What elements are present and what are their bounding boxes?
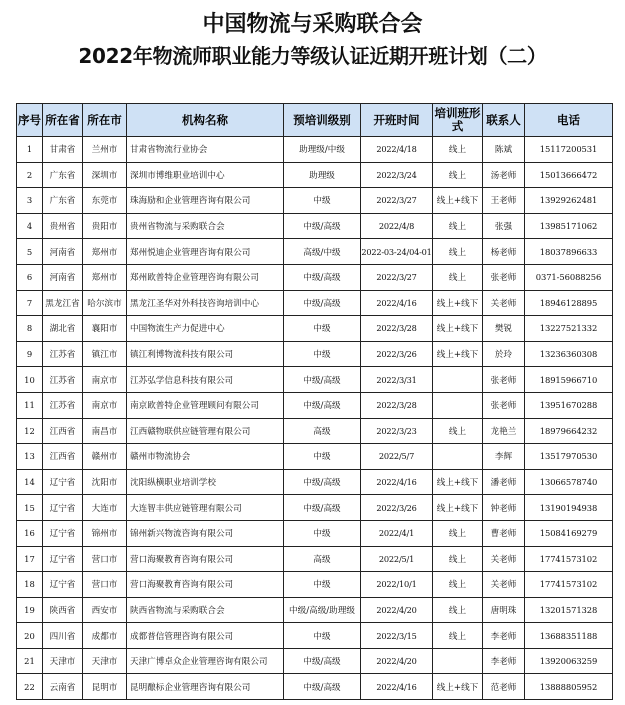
table-row [17,290,613,316]
cell-seq: 2 [17,162,43,188]
table-row [17,520,613,546]
cell-phone: 13888805952 [525,674,613,700]
cell-format: 线上 [433,239,483,265]
cell-phone: 0371-56088256 [525,264,613,290]
cell-province: 辽宁省 [43,469,83,495]
cell-time: 2022/10/1 [361,572,433,598]
cell-phone: 15013666472 [525,162,613,188]
cell-seq: 8 [17,316,43,342]
cell-format: 线上 [433,597,483,623]
cell-level: 中级/高级 [284,495,361,521]
cell-province: 湖北省 [43,316,83,342]
table-row [17,597,613,623]
cell-seq: 14 [17,469,43,495]
table-row [17,239,613,265]
cell-seq: 9 [17,341,43,367]
cell-contact: 关老师 [483,290,525,316]
cell-format: 线上 [433,213,483,239]
cell-level: 中级 [284,623,361,649]
cell-org: 江西赣物联供应链管理有限公司 [127,418,284,444]
table-row [17,444,613,470]
cell-province: 四川省 [43,623,83,649]
cell-contact: 王老师 [483,188,525,214]
cell-format: 线上 [433,264,483,290]
cell-contact: 於玲 [483,341,525,367]
cell-level: 中级 [284,572,361,598]
cell-format: 线上 [433,162,483,188]
cell-level: 中级/高级 [284,367,361,393]
cell-time: 2022/4/18 [361,137,433,163]
table-header-row [17,104,613,137]
cell-format: 线上+线下 [433,469,483,495]
cell-city: 兰州市 [83,137,127,163]
cell-province: 广东省 [43,162,83,188]
cell-org: 甘肃省物流行业协会 [127,137,284,163]
cell-seq: 21 [17,648,43,674]
cell-format: 线上 [433,520,483,546]
cell-level: 中级/高级 [284,392,361,418]
cell-time: 2022/3/28 [361,316,433,342]
cell-phone: 18946128895 [525,290,613,316]
cell-city: 营口市 [83,546,127,572]
cell-contact: 杨老师 [483,239,525,265]
cell-format: 线上 [433,623,483,649]
document-subtitle: 2022年物流师职业能力等级认证近期开班计划（二） [78,44,547,68]
cell-org: 赣州市物流协会 [127,444,284,470]
cell-time: 2022-03-24/04-01 [361,239,433,265]
cell-level: 中级/高级 [284,469,361,495]
cell-city: 沈阳市 [83,469,127,495]
cell-time: 2022/3/24 [361,162,433,188]
cell-seq: 16 [17,520,43,546]
cell-phone: 13236360308 [525,341,613,367]
cell-phone: 18979664232 [525,418,613,444]
table-row [17,213,613,239]
cell-contact: 钟老师 [483,495,525,521]
cell-seq: 6 [17,264,43,290]
cell-format [433,392,483,418]
cell-province: 江苏省 [43,367,83,393]
table-row [17,495,613,521]
cell-contact: 张老师 [483,264,525,290]
cell-phone: 18915966710 [525,367,613,393]
cell-level: 中级 [284,188,361,214]
cell-level: 中级/高级 [284,648,361,674]
cell-city: 南京市 [83,367,127,393]
cell-org: 镇江利博物流科技有限公司 [127,341,284,367]
cell-contact: 樊锐 [483,316,525,342]
cell-level: 高级 [284,418,361,444]
cell-province: 天津市 [43,648,83,674]
cell-province: 河南省 [43,239,83,265]
cell-contact: 龙艳兰 [483,418,525,444]
table-row [17,418,613,444]
cell-level: 中级 [284,316,361,342]
cell-phone: 15117200531 [525,137,613,163]
cell-seq: 1 [17,137,43,163]
cell-contact: 范老师 [483,674,525,700]
cell-org: 深圳市博维职业培训中心 [127,162,284,188]
cell-format: 线上+线下 [433,341,483,367]
cell-level: 助理级 [284,162,361,188]
cell-time: 2022/4/20 [361,648,433,674]
cell-province: 辽宁省 [43,520,83,546]
cell-level: 中级 [284,341,361,367]
table-row [17,469,613,495]
cell-org: 南京欧普特企业管理顾问有限公司 [127,392,284,418]
cell-time: 2022/3/31 [361,367,433,393]
cell-time: 2022/4/16 [361,469,433,495]
cell-province: 贵州省 [43,213,83,239]
cell-province: 江西省 [43,444,83,470]
cell-org: 郑州悦迪企业管理咨询有限公司 [127,239,284,265]
cell-org: 黑龙江圣华对外科技咨询培训中心 [127,290,284,316]
cell-province: 江苏省 [43,392,83,418]
cell-city: 成都市 [83,623,127,649]
cell-level: 高级/中级 [284,239,361,265]
cell-level: 中级/高级/助理级 [284,597,361,623]
cell-contact: 汤老师 [483,162,525,188]
cell-contact: 张老师 [483,367,525,393]
cell-contact: 陈斌 [483,137,525,163]
cell-level: 中级 [284,520,361,546]
cell-format: 线上+线下 [433,316,483,342]
header-city: 所在市 [83,104,127,137]
cell-org: 中国物流生产力促进中心 [127,316,284,342]
header-province: 所在省 [43,104,83,137]
cell-seq: 7 [17,290,43,316]
cell-city: 郑州市 [83,264,127,290]
cell-seq: 22 [17,674,43,700]
cell-seq: 13 [17,444,43,470]
cell-province: 河南省 [43,264,83,290]
cell-city: 东莞市 [83,188,127,214]
cell-phone: 18037896633 [525,239,613,265]
cell-time: 2022/3/28 [361,392,433,418]
cell-city: 营口市 [83,572,127,598]
cell-time: 2022/4/20 [361,597,433,623]
cell-province: 云南省 [43,674,83,700]
table-row [17,316,613,342]
header-format: 培训班形式 [433,104,483,137]
cell-level: 中级 [284,444,361,470]
cell-contact: 潘老师 [483,469,525,495]
cell-contact: 李老师 [483,623,525,649]
cell-seq: 5 [17,239,43,265]
cell-time: 2022/4/16 [361,674,433,700]
cell-phone: 13517970530 [525,444,613,470]
cell-org: 贵州省物流与采购联合会 [127,213,284,239]
header-contact: 联系人 [483,104,525,137]
cell-format: 线上 [433,418,483,444]
cell-time: 2022/4/1 [361,520,433,546]
cell-time: 2022/5/1 [361,546,433,572]
cell-level: 中级/高级 [284,264,361,290]
cell-city: 天津市 [83,648,127,674]
cell-contact: 唐明珠 [483,597,525,623]
table-row [17,162,613,188]
cell-org: 陕西省物流与采购联合会 [127,597,284,623]
table-row [17,341,613,367]
table-row [17,648,613,674]
cell-province: 辽宁省 [43,546,83,572]
table-row [17,367,613,393]
cell-level: 中级/高级 [284,213,361,239]
cell-time: 2022/3/27 [361,264,433,290]
cell-province: 广东省 [43,188,83,214]
cell-city: 南京市 [83,392,127,418]
cell-format: 线上+线下 [433,495,483,521]
cell-province: 辽宁省 [43,572,83,598]
cell-city: 襄阳市 [83,316,127,342]
cell-org: 沈阳纵横职业培训学校 [127,469,284,495]
cell-org: 昆明酿标企业管理咨询有限公司 [127,674,284,700]
cell-city: 昆明市 [83,674,127,700]
cell-phone: 13985171062 [525,213,613,239]
cell-seq: 18 [17,572,43,598]
header-phone: 电话 [525,104,613,137]
cell-contact: 曹老师 [483,520,525,546]
cell-seq: 3 [17,188,43,214]
cell-level: 高级 [284,546,361,572]
cell-time: 2022/4/8 [361,213,433,239]
cell-phone: 13929262481 [525,188,613,214]
cell-org: 锦州新兴物流咨询有限公司 [127,520,284,546]
cell-phone: 13066578740 [525,469,613,495]
cell-format: 线上 [433,546,483,572]
document-title: 中国物流与采购联合会 [202,12,423,37]
cell-phone: 15084169279 [525,520,613,546]
cell-province: 黑龙江省 [43,290,83,316]
cell-format: 线上+线下 [433,674,483,700]
cell-seq: 15 [17,495,43,521]
header-time: 开班时间 [361,104,433,137]
header-org: 机构名称 [127,104,284,137]
cell-city: 赣州市 [83,444,127,470]
cell-seq: 12 [17,418,43,444]
class-schedule-table [16,103,613,700]
cell-phone: 13201571328 [525,597,613,623]
cell-time: 2022/4/16 [361,290,433,316]
cell-contact: 关老师 [483,546,525,572]
cell-contact: 张老师 [483,392,525,418]
cell-time: 2022/5/7 [361,444,433,470]
cell-org: 大连智丰供应链管理有限公司 [127,495,284,521]
cell-seq: 4 [17,213,43,239]
cell-phone: 13951670288 [525,392,613,418]
cell-time: 2022/3/27 [361,188,433,214]
cell-format [433,648,483,674]
cell-level: 中级/高级 [284,674,361,700]
cell-phone: 17741573102 [525,546,613,572]
cell-contact: 李老师 [483,648,525,674]
cell-org: 江苏弘学信息科技有限公司 [127,367,284,393]
cell-province: 甘肃省 [43,137,83,163]
cell-level: 助理级/中级 [284,137,361,163]
cell-province: 辽宁省 [43,495,83,521]
cell-level: 中级/高级 [284,290,361,316]
table-row [17,137,613,163]
cell-city: 哈尔滨市 [83,290,127,316]
cell-phone: 17741573102 [525,572,613,598]
cell-city: 西安市 [83,597,127,623]
cell-seq: 19 [17,597,43,623]
cell-time: 2022/3/26 [361,495,433,521]
cell-seq: 20 [17,623,43,649]
cell-seq: 11 [17,392,43,418]
cell-province: 江苏省 [43,341,83,367]
cell-city: 郑州市 [83,239,127,265]
cell-seq: 10 [17,367,43,393]
cell-city: 锦州市 [83,520,127,546]
cell-time: 2022/3/23 [361,418,433,444]
cell-format [433,444,483,470]
cell-contact: 李辉 [483,444,525,470]
cell-province: 江西省 [43,418,83,444]
header-seq: 序号 [17,104,43,137]
table-row [17,264,613,290]
cell-city: 南昌市 [83,418,127,444]
table-row [17,546,613,572]
header-level: 预培训级别 [284,104,361,137]
cell-format: 线上 [433,137,483,163]
cell-phone: 13920063259 [525,648,613,674]
cell-format: 线上 [433,572,483,598]
cell-city: 深圳市 [83,162,127,188]
cell-format: 线上+线下 [433,290,483,316]
table-row [17,188,613,214]
cell-province: 陕西省 [43,597,83,623]
cell-org: 天津广博卓众企业管理咨询有限公司 [127,648,284,674]
cell-city: 贵阳市 [83,213,127,239]
cell-phone: 13190194938 [525,495,613,521]
cell-org: 营口海聚教育咨询有限公司 [127,572,284,598]
table-body [17,137,613,700]
table-row [17,623,613,649]
cell-city: 镇江市 [83,341,127,367]
cell-time: 2022/3/15 [361,623,433,649]
table-row [17,674,613,700]
cell-phone: 13227521332 [525,316,613,342]
table-row [17,572,613,598]
cell-org: 营口海聚教育咨询有限公司 [127,546,284,572]
table-row [17,392,613,418]
cell-contact: 张强 [483,213,525,239]
cell-seq: 17 [17,546,43,572]
cell-time: 2022/3/26 [361,341,433,367]
cell-format [433,367,483,393]
cell-org: 珠海励和企业管理咨询有限公司 [127,188,284,214]
cell-city: 大连市 [83,495,127,521]
cell-org: 郑州欧普特企业管理咨询有限公司 [127,264,284,290]
cell-contact: 关老师 [483,572,525,598]
cell-phone: 13688351188 [525,623,613,649]
cell-format: 线上+线下 [433,188,483,214]
cell-org: 成都普信管理咨询有限公司 [127,623,284,649]
